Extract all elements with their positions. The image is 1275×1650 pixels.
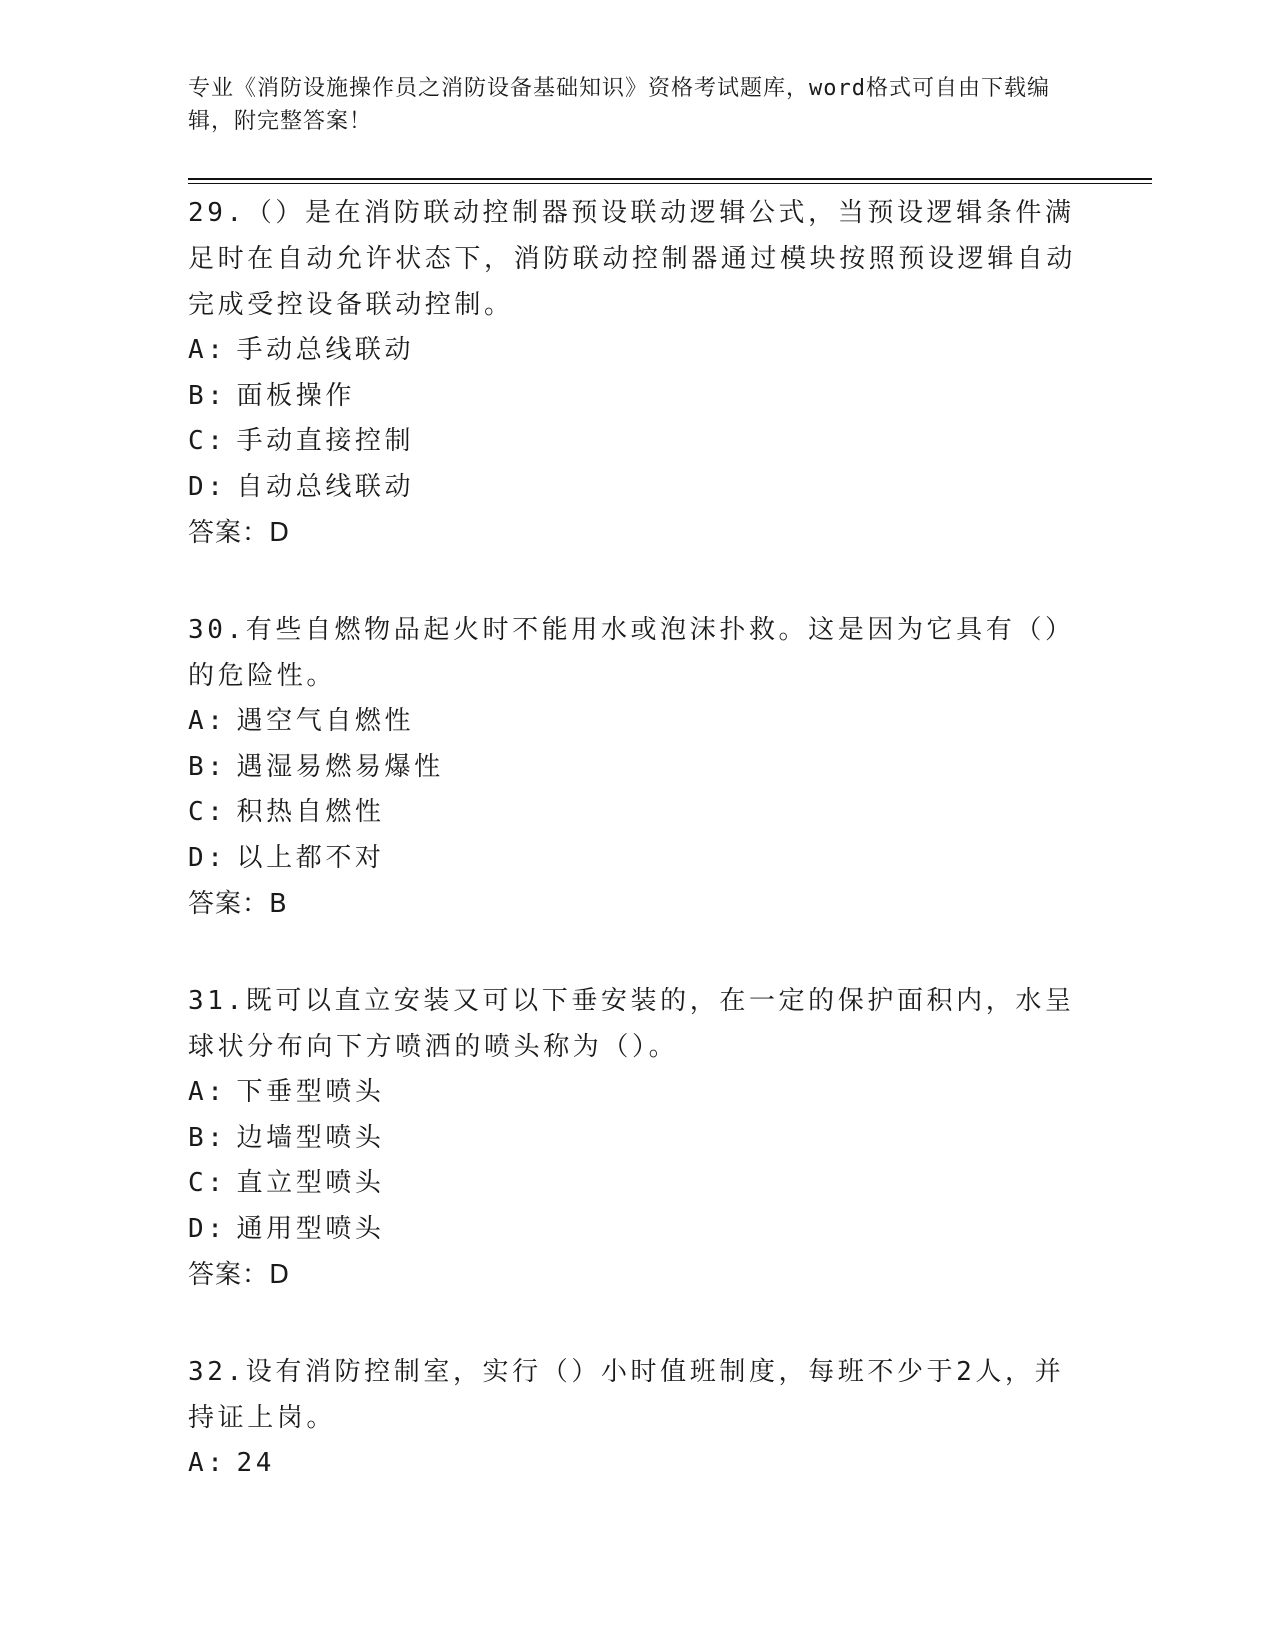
option-letter: B:: [188, 751, 227, 782]
option-text: 通用型喷头: [236, 1213, 385, 1244]
question-32: [188, 1349, 1088, 1487]
option-letter: B:: [188, 380, 227, 411]
option-letter: B:: [188, 1122, 227, 1153]
option-letter: A:: [188, 335, 227, 365]
option-text: 手动总线联动: [236, 335, 415, 365]
option-text: 24: [236, 1448, 276, 1478]
option-text: 边墙型喷头: [236, 1122, 385, 1153]
option-letter: C:: [188, 1168, 227, 1198]
option-letter: A:: [188, 706, 227, 736]
header-divider-thick: [188, 178, 1152, 180]
option-text: 遇湿易燃易爆性: [236, 751, 444, 782]
option-b: [188, 374, 1088, 420]
option-text: 自动总线联动: [236, 471, 415, 502]
option-letter: A:: [188, 1448, 227, 1478]
answer-line: 答案：D: [188, 1260, 291, 1290]
question-29: [188, 190, 1088, 556]
question-list: [188, 190, 1088, 1538]
option-letter: C:: [188, 797, 227, 827]
question-30: [188, 607, 1088, 927]
option-text: 积热自燃性: [236, 797, 385, 827]
option-b: [188, 745, 1088, 791]
document-header: 专业《消防设施操作员之消防设备基础知识》资格考试题库，word格式可自由下载编辑，附完整答案！: [188, 76, 1050, 134]
option-letter: D:: [188, 471, 227, 502]
option-a: [188, 699, 1088, 745]
option-a: [188, 1441, 1088, 1487]
question-text: 32.设有消防控制室，实行（）小时值班制度，每班不少于2人，并持证上岗。: [188, 1357, 1065, 1433]
answer-line: 答案：B: [188, 889, 288, 919]
option-c: [188, 419, 1088, 465]
option-b: [188, 1116, 1088, 1162]
option-text: 遇空气自燃性: [236, 706, 415, 736]
answer-line: 答案：D: [188, 518, 291, 548]
question-text: 29.（）是在消防联动控制器预设联动逻辑公式，当预设逻辑条件满足时在自动允许状态下，消防联动控制器通过模块按照预设逻辑自动完成受控设备联动控制。: [188, 198, 1077, 320]
header-divider-thin: [188, 183, 1152, 184]
option-a: [188, 1070, 1088, 1116]
option-a: [188, 328, 1088, 374]
option-text: 手动直接控制: [236, 426, 415, 456]
option-d: [188, 836, 1088, 882]
option-letter: D:: [188, 1213, 227, 1244]
option-text: 以上都不对: [236, 842, 385, 873]
question-text: 30.有些自燃物品起火时不能用水或泡沫扑救。这是因为它具有（）的危险性。: [188, 615, 1075, 691]
option-letter: A:: [188, 1077, 227, 1107]
option-c: [188, 790, 1088, 836]
question-text: 31.既可以直立安装又可以下垂安装的，在一定的保护面积内，水呈球状分布向下方喷洒的喷头称为（）。: [188, 986, 1075, 1062]
option-text: 下垂型喷头: [236, 1077, 385, 1107]
option-text: 直立型喷头: [236, 1168, 385, 1198]
option-letter: C:: [188, 426, 227, 456]
option-d: [188, 465, 1088, 511]
option-c: [188, 1161, 1088, 1207]
question-31: [188, 978, 1088, 1298]
option-text: 面板操作: [236, 380, 355, 411]
option-letter: D:: [188, 842, 227, 873]
option-d: [188, 1207, 1088, 1253]
